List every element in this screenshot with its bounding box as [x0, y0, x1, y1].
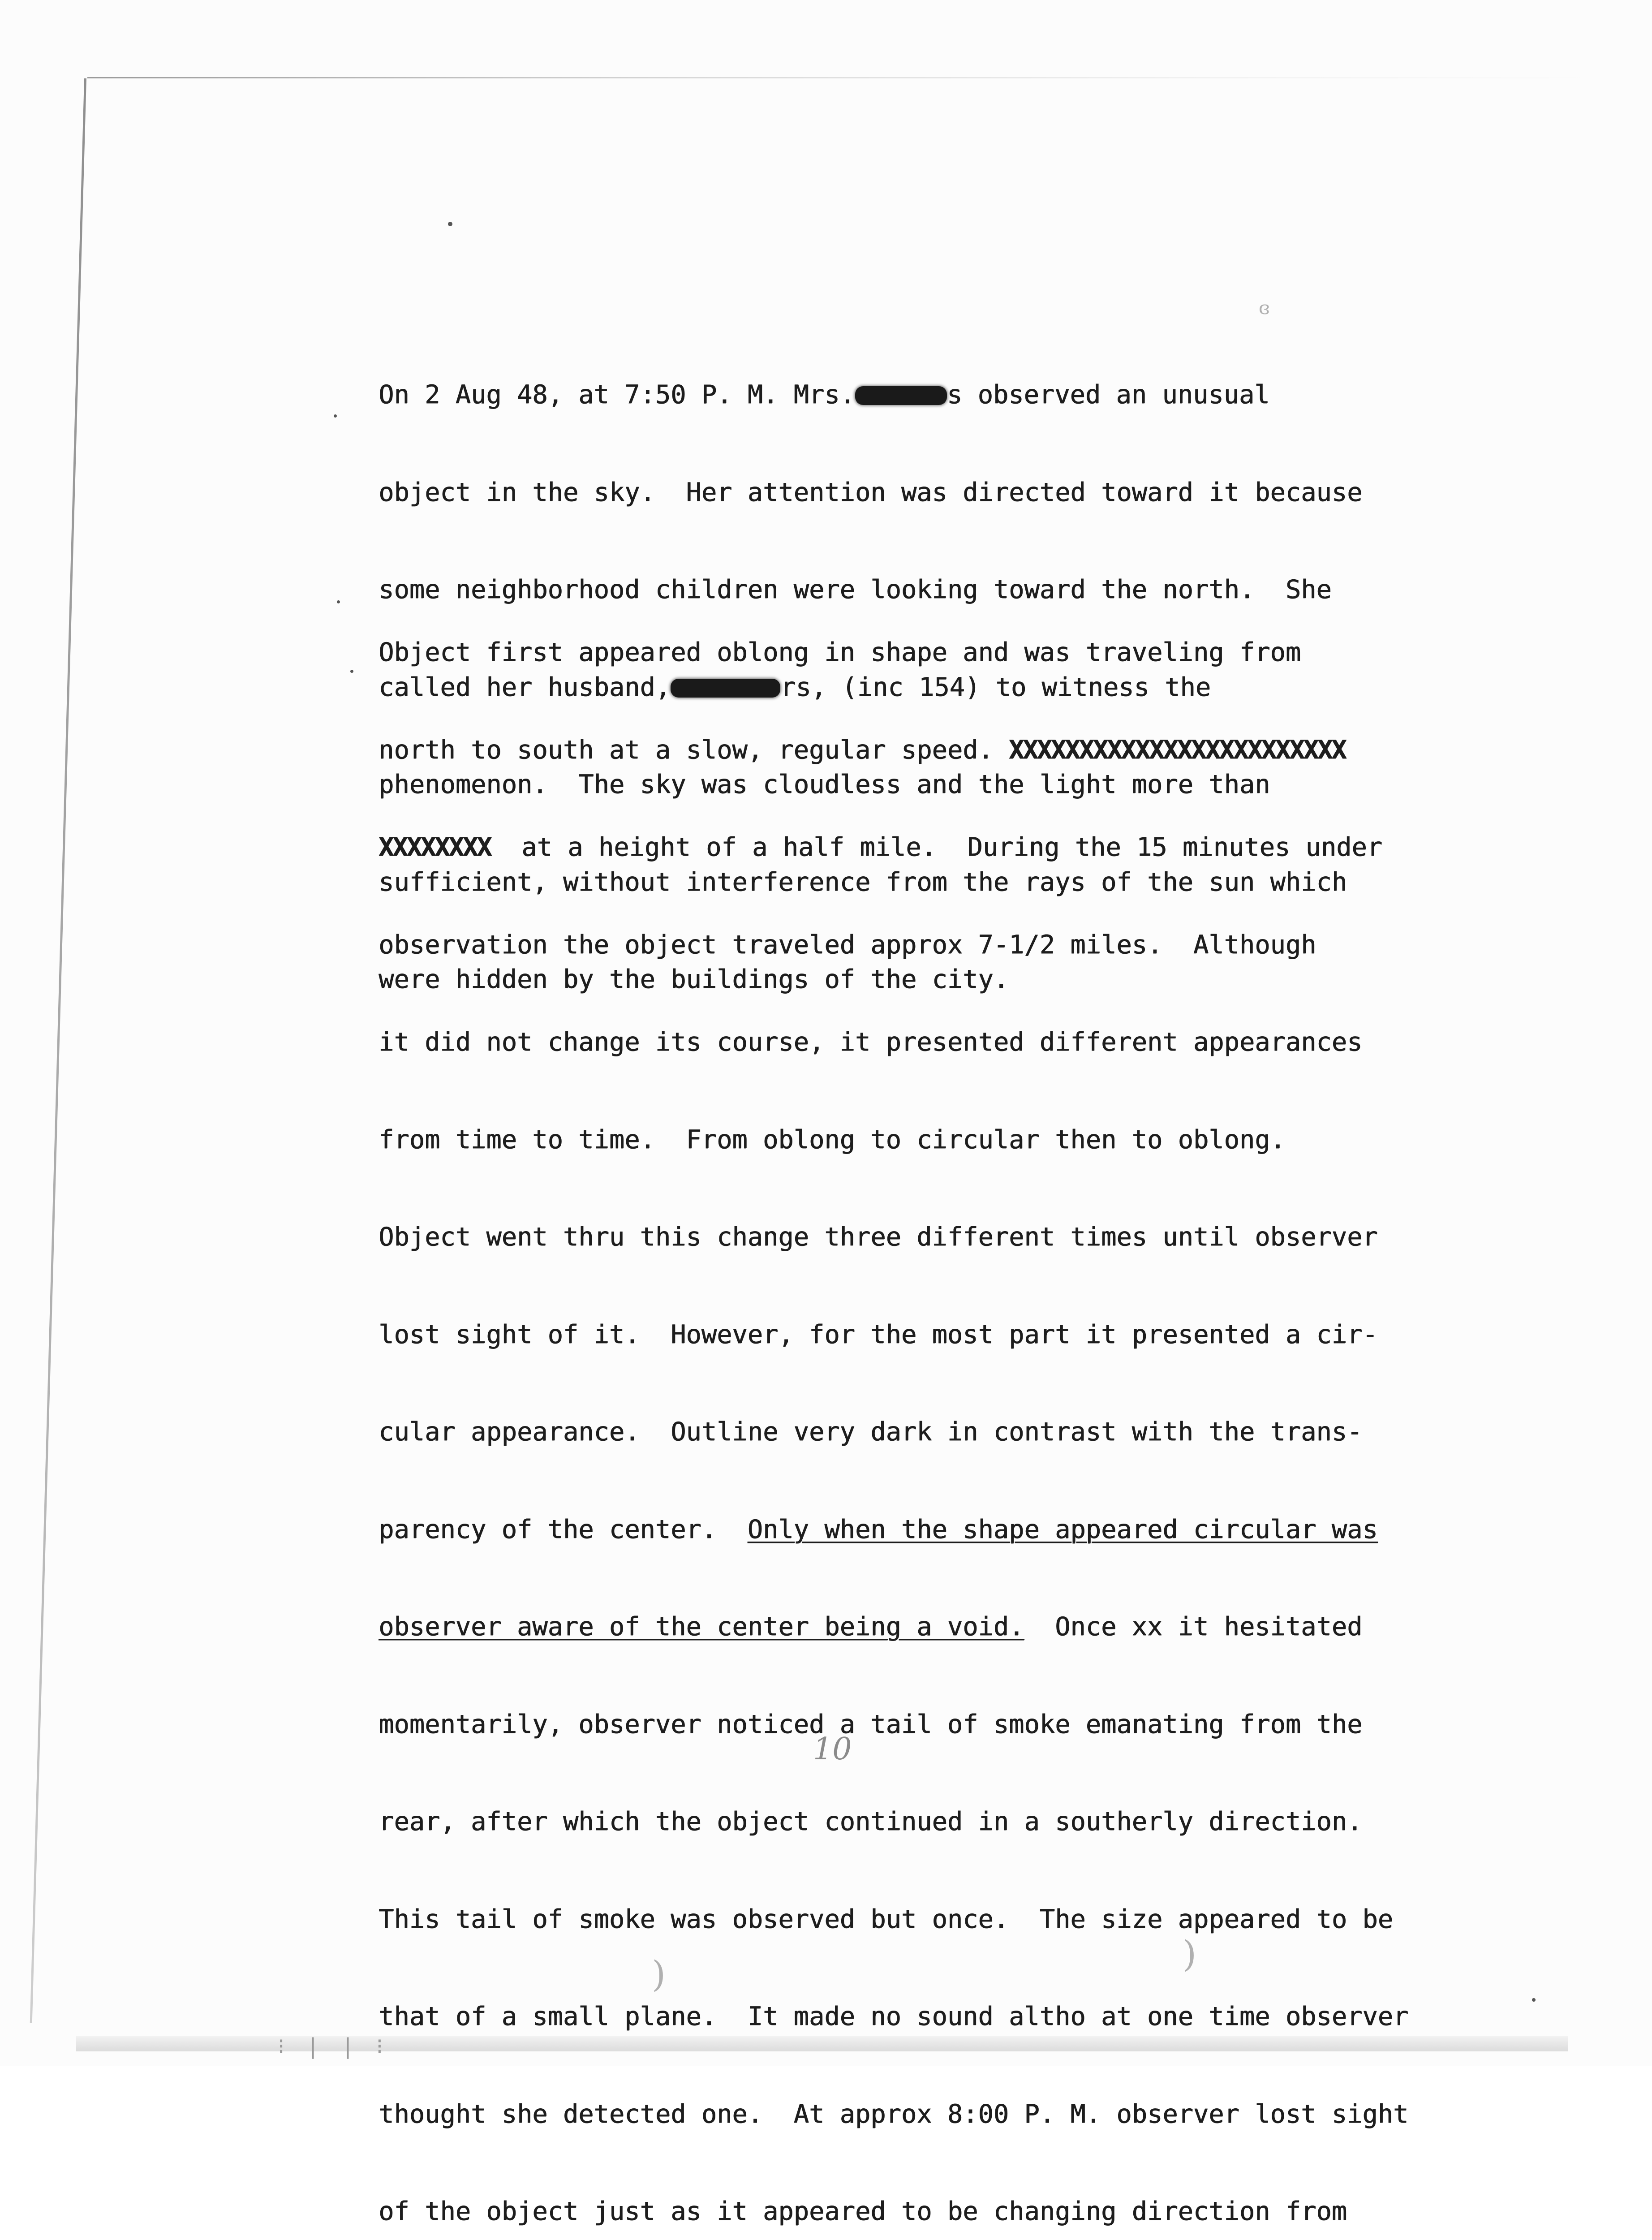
- underlined-text: observer aware of the center being a void.: [379, 1612, 1024, 1641]
- line-text: On 2 Aug 48, at 7:50 P. M. Mrs.: [379, 380, 855, 409]
- text-line: This tail of smoke was observed but once. The size appeared to be: [379, 1904, 1393, 1934]
- text-line: object in the sky. Her attention was directed toward it because: [379, 477, 1363, 507]
- text-line: it did not change its course, it presented different appearances: [379, 1027, 1363, 1057]
- text-line: phenomenon. The sky was cloudless and the light more than: [379, 770, 1270, 799]
- scan-speck: [334, 414, 337, 418]
- line-text: at a height of a half mile. During the 15 minutes under: [490, 832, 1382, 862]
- line-text: Once xx it hesitated: [1024, 1612, 1363, 1641]
- text-line: sufficient, without interference from the rays of the sun which: [379, 867, 1347, 897]
- text-line: cular appearance. Outline very dark in contrast with the trans-: [379, 1417, 1363, 1447]
- scan-border-left: [30, 78, 86, 2023]
- scan-speck: [337, 600, 340, 603]
- text-line: [379, 831, 1463, 864]
- redaction-block: [855, 386, 947, 405]
- text-line: that of a small plane. It made no sound altho at one time observer: [379, 2002, 1409, 2031]
- text-line: were hidden by the buildings of the city.: [379, 965, 1009, 994]
- line-text: s observed an unusual: [946, 380, 1270, 409]
- text-line: Object went thru this change three different times until observer: [379, 1222, 1378, 1252]
- line-text: rs, (inc 154) to witness the: [780, 672, 1211, 702]
- scan-speck: [448, 222, 452, 226]
- line-text: parency of the center.: [379, 1514, 748, 1544]
- text-line: [379, 734, 1463, 767]
- underlined-text: Only when the shape appeared circular was: [747, 1514, 1378, 1544]
- scan-bracket-mark: ): [652, 1953, 666, 1995]
- scan-speck: [1532, 1998, 1536, 2002]
- text-line: lost sight of it. However, for the most part it presented a cir-: [379, 1319, 1378, 1349]
- scan-bracket-mark: ): [1183, 1933, 1197, 1975]
- scan-border-top: [87, 77, 1601, 78]
- text-line: from time to time. From oblong to circular then to oblong.: [379, 1124, 1286, 1154]
- text-line: observation the object traveled approx 7-1/2 miles. Although: [379, 930, 1316, 960]
- text-line: of the object just as it appeared to be changing direction from: [379, 2197, 1347, 2226]
- scan-mark: ɞ: [1259, 298, 1270, 319]
- struck-out-text: XXXXXXXX: [379, 832, 491, 862]
- line-text: north to south at a slow, regular speed.: [379, 735, 1009, 765]
- text-line: momentarily, observer noticed a tail of smoke emanating from the: [379, 1709, 1363, 1739]
- text-line: rear, after which the object continued in a southerly direction.: [379, 1807, 1363, 1836]
- line-text: called her husband,: [379, 672, 671, 702]
- scan-edge-marks: ⁝ | | ⁝: [278, 2034, 388, 2059]
- text-line: thought she detected one. At approx 8:00 P. M. observer lost sight: [379, 2099, 1409, 2129]
- report-paragraph-2: [379, 571, 1463, 2240]
- text-line: some neighborhood children were looking toward the north. She: [379, 575, 1332, 604]
- text-line: Object first appeared oblong in shape and was traveling from: [379, 638, 1301, 667]
- text-line: [379, 1611, 1463, 1643]
- text-line: [379, 1513, 1463, 1546]
- text-line: [379, 379, 1463, 411]
- scan-speck: [350, 670, 353, 673]
- page-number: 10: [813, 1732, 852, 1767]
- struck-out-text: XXXXXXXXXXXXXXXXXXXXXXXX: [1009, 735, 1346, 765]
